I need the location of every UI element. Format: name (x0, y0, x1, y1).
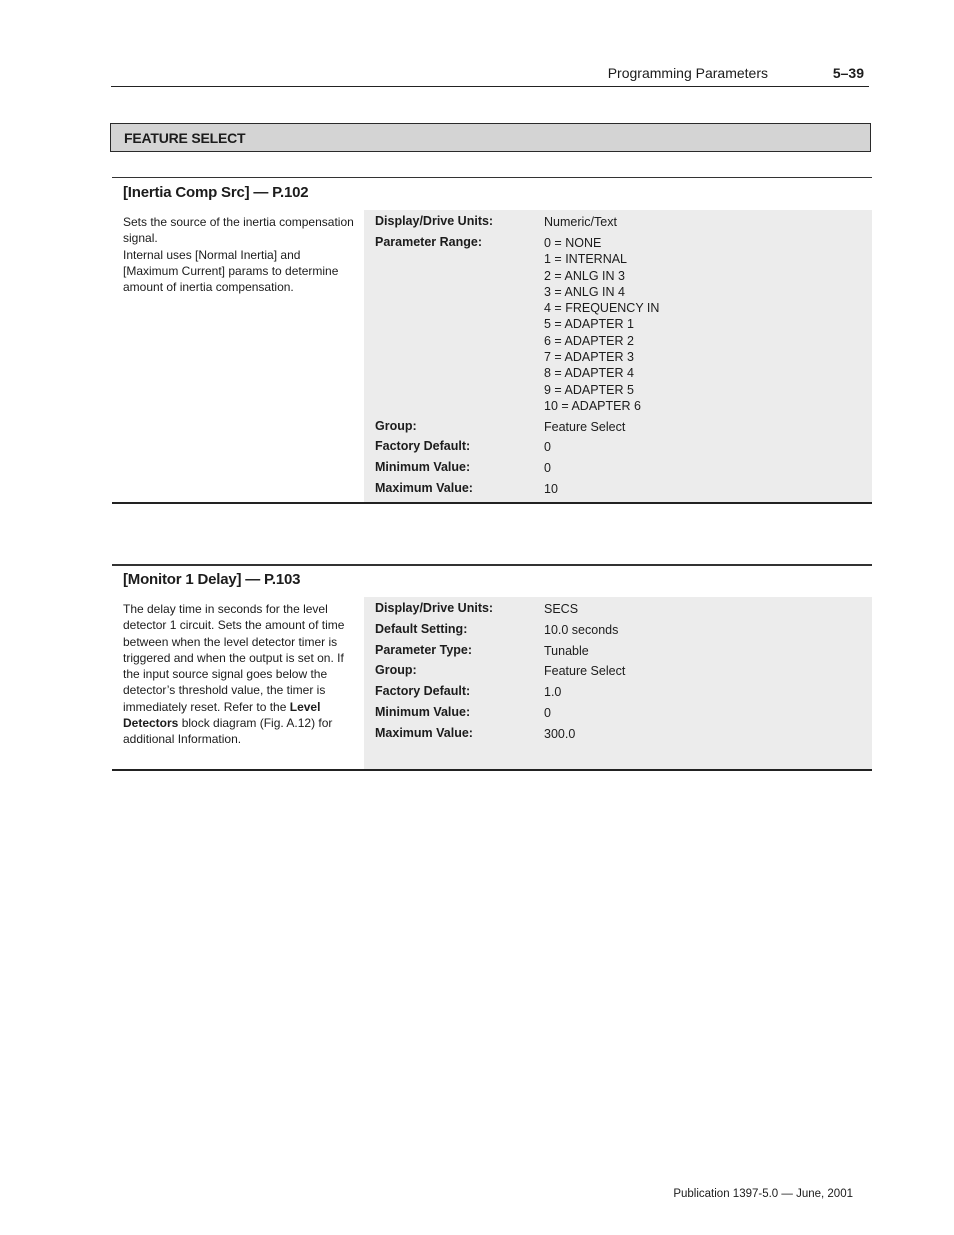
parameter-details-panel (364, 597, 872, 769)
detail-value: 0 (544, 461, 551, 475)
range-option: 4 = FREQUENCY IN (544, 301, 660, 316)
parameter-details-panel (364, 210, 872, 502)
detail-value: SECS (544, 602, 579, 616)
range-list (544, 235, 659, 414)
range-option: 8 = ADAPTER 4 (544, 366, 634, 381)
description-line: Internal uses [Normal Inertia] and [Maximum Current] params to determine amount of inertia compensation. (123, 247, 339, 295)
block-bottom-rule (112, 502, 872, 504)
detail-key: Parameter Type: (375, 643, 473, 657)
detail-value: Numeric/Text (544, 215, 617, 229)
detail-value: 10.0 seconds (544, 623, 619, 637)
page-header-title: Programming Parameters (607, 65, 768, 81)
description-text: The delay time in seconds for the level detector 1 circuit. Sets the amount of time between when the level detector timer is triggered and when the output is set on. If the input source signal goes below the detector’s threshold value, the timer is immediately reset. Refer to the (123, 602, 345, 714)
section-title: FEATURE SELECT (124, 130, 246, 146)
detail-value: Feature Select (544, 420, 626, 434)
range-option: 9 = ADAPTER 5 (544, 382, 634, 397)
block-top-rule (112, 177, 872, 178)
detail-key: Group: (375, 663, 417, 677)
detail-key: Default Setting: (375, 622, 468, 636)
detail-key: Minimum Value: (375, 460, 471, 474)
parameter-block-p102 (112, 177, 872, 504)
description-emphasis: Level Detectors (123, 699, 321, 731)
range-option: 0 = NONE (544, 236, 602, 250)
range-option: 6 = ADAPTER 2 (544, 333, 634, 348)
range-option: 2 = ANLG IN 3 (544, 268, 625, 283)
detail-key: Factory Default: (375, 684, 471, 698)
detail-key: Display/Drive Units: (375, 214, 494, 228)
detail-key: Parameter Range: (375, 235, 482, 249)
detail-value: 1.0 (544, 685, 562, 699)
detail-key: Maximum Value: (375, 726, 473, 740)
detail-value: 300.0 (544, 727, 576, 741)
page-number: 5–39 (832, 65, 864, 81)
parameter-description (123, 214, 359, 295)
range-option: 3 = ANLG IN 4 (544, 284, 625, 299)
detail-key: Display/Drive Units: (375, 601, 494, 615)
block-top-rule (112, 564, 872, 566)
parameter-title: [Monitor 1 Delay] — P.103 (123, 571, 301, 588)
range-option: 5 = ADAPTER 1 (544, 317, 634, 332)
parameter-block-p103 (112, 564, 872, 772)
range-option: 10 = ADAPTER 6 (544, 398, 641, 413)
range-option: 1 = INTERNAL (544, 252, 628, 267)
detail-value: Feature Select (544, 664, 626, 678)
parameter-description (123, 601, 359, 748)
detail-value: Tunable (544, 644, 589, 658)
detail-value: 0 (544, 706, 551, 720)
publication-footer: Publication 1397-5.0 — June, 2001 (673, 1188, 853, 1200)
detail-value: 0 (544, 440, 551, 454)
detail-key: Minimum Value: (375, 705, 471, 719)
range-option: 7 = ADAPTER 3 (544, 350, 634, 365)
detail-key: Maximum Value: (375, 481, 473, 495)
block-bottom-rule (112, 769, 872, 771)
detail-key: Group: (375, 419, 417, 433)
detail-value: 10 (544, 482, 558, 496)
header-divider (111, 86, 869, 87)
detail-key: Factory Default: (375, 439, 471, 453)
parameter-title: [Inertia Comp Src] — P.102 (123, 184, 309, 201)
section-banner (110, 123, 871, 152)
description-text: block diagram (Fig. A.12) for additional Information. (123, 716, 333, 747)
description-line: Sets the source of the inertia compensation signal. (123, 215, 354, 246)
